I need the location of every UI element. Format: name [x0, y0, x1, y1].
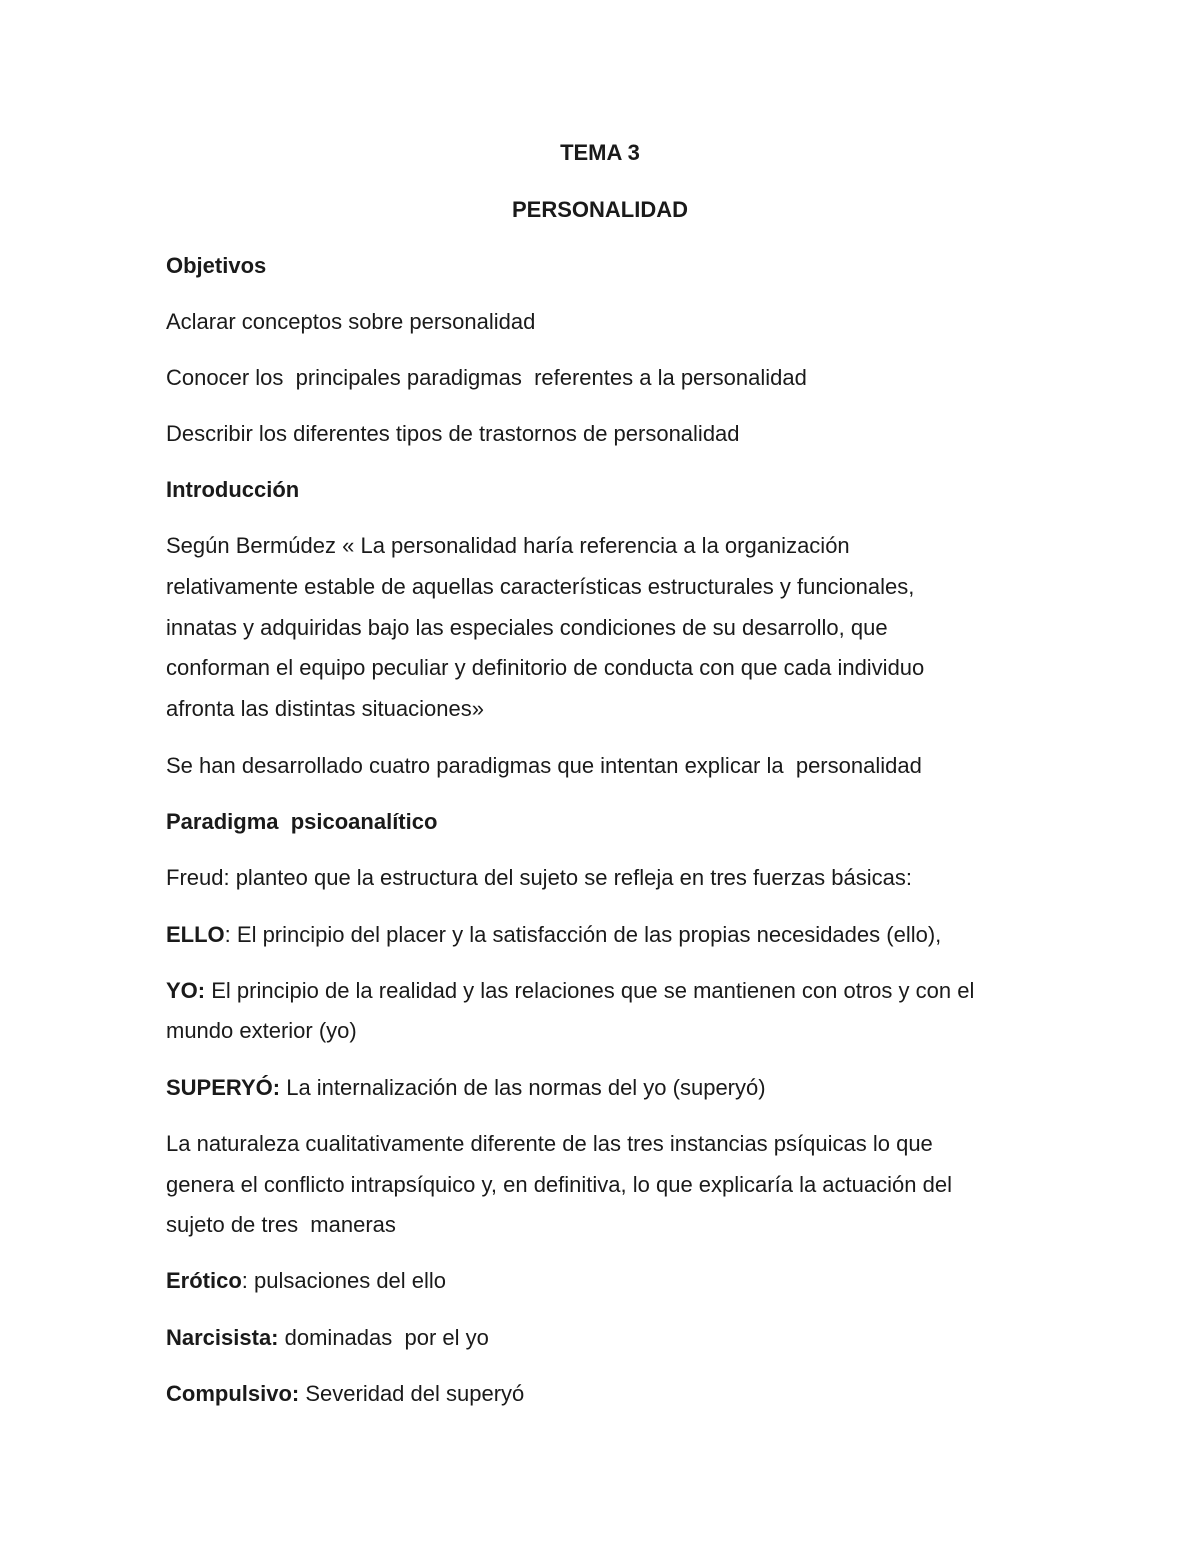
- paradigm-heading: Paradigma psicoanalítico: [166, 809, 438, 834]
- objectives-heading: Objetivos: [166, 253, 267, 278]
- narcisista-text: dominadas por el yo: [278, 1325, 489, 1350]
- intro-line: innatas y adquiridas bajo las especiales condiciones de su desarrollo, que: [166, 615, 888, 640]
- intro-line: Según Bermúdez « La personalidad haría referencia a la organización: [166, 533, 850, 558]
- objective-item: Conocer los principales paradigmas referentes a la personalidad: [166, 365, 807, 390]
- narcisista-definition: [166, 1325, 489, 1351]
- compulsivo-text: Severidad del superyó: [299, 1381, 525, 1406]
- intro-conclusion: Se han desarrollado cuatro paradigmas que intentan explicar la personalidad: [166, 753, 922, 778]
- intro-line: relativamente estable de aquellas características estructurales y funcionales,: [166, 574, 915, 599]
- document-subtitle: PERSONALIDAD: [511, 197, 688, 222]
- nature-line: genera el conflicto intrapsíquico y, en definitiva, lo que explicaría la actuación del: [166, 1172, 952, 1197]
- yo-definition-continued: mundo exterior (yo): [166, 1018, 357, 1043]
- intro-line: conforman el equipo peculiar y definitorio de conducta con que cada individuo: [166, 655, 925, 680]
- freud-line: Freud: planteo que la estructura del sujeto se refleja en tres fuerzas básicas:: [166, 865, 912, 890]
- erotico-definition: [166, 1268, 446, 1294]
- nature-line: La naturaleza cualitativamente diferente de las tres instancias psíquicas lo que: [166, 1131, 933, 1156]
- superyo-label: SUPERYÓ:: [166, 1075, 281, 1100]
- ello-label: ELLO: [166, 922, 225, 947]
- erotico-text: : pulsaciones del ello: [241, 1268, 447, 1293]
- intro-heading: Introducción: [166, 477, 300, 502]
- ello-definition: [166, 922, 941, 948]
- compulsivo-label: Compulsivo:: [166, 1381, 300, 1406]
- nature-line: sujeto de tres maneras: [166, 1212, 396, 1237]
- yo-text: El principio de la realidad y las relaciones que se mantienen con otros y con el: [205, 978, 975, 1003]
- objective-item: Describir los diferentes tipos de trastornos de personalidad: [166, 421, 740, 446]
- yo-label: YO:: [166, 978, 206, 1003]
- superyo-text: La internalización de las normas del yo (superyó): [280, 1075, 766, 1100]
- superyo-definition: [166, 1075, 766, 1101]
- yo-definition: [166, 978, 974, 1004]
- narcisista-label: Narcisista:: [166, 1325, 279, 1350]
- intro-line: afronta las distintas situaciones»: [166, 696, 484, 721]
- objective-item: Aclarar conceptos sobre personalidad: [166, 309, 536, 334]
- erotico-label: Erótico: [166, 1268, 242, 1293]
- ello-text: : El principio del placer y la satisfacción de las propias necesidades (ello),: [224, 922, 942, 947]
- document-title: TEMA 3: [560, 140, 640, 165]
- compulsivo-definition: [166, 1381, 524, 1407]
